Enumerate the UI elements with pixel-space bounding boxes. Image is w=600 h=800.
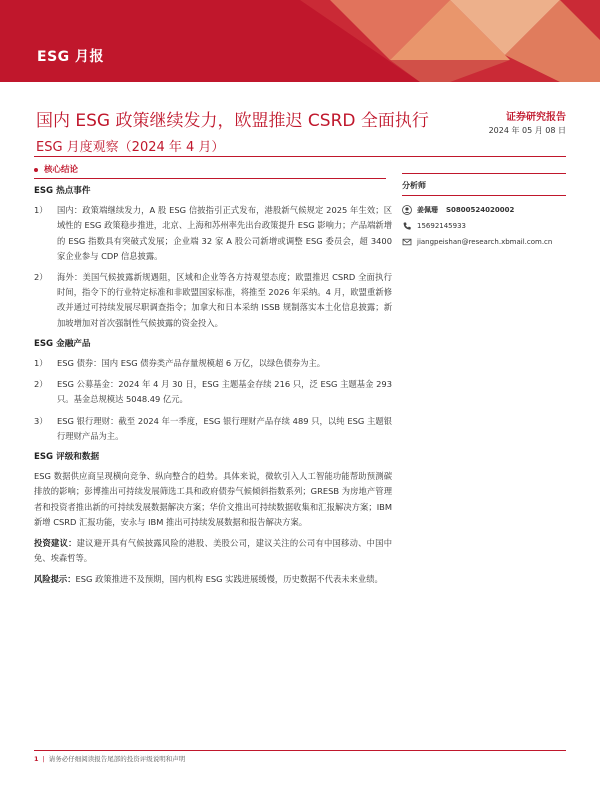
list-item [34,377,392,407]
phone-icon [402,221,412,231]
report-date: 2024 年 05 月 08 日 [488,126,566,135]
section-heading-fin: ESG 金融产品 [34,338,91,349]
advice-text: 建议避开具有气候披露风险的港股、美股公司，建议关注的公司有中国移动、中国中免、埃森哲等。 [34,538,392,564]
footer-disclaimer: 请务必仔细阅读报告尾部的投资评级说明和声明 [48,755,186,763]
list-item [34,203,392,264]
header-decoration [0,0,600,82]
page-number: 1 [34,755,39,763]
list-item [34,414,392,444]
risk-warning [34,572,392,587]
item-number: 1） [34,205,48,216]
analyst-name: 姜佩珊 [417,206,438,214]
analyst-name-row [402,202,572,218]
item-number: 2） [34,272,48,283]
header-band [0,0,600,82]
analyst-label: 分析师 [402,181,426,190]
main-content [34,184,392,594]
item-number: 1） [34,358,48,369]
item-text: 海外：美国气候披露新规遇阻，区域和企业等各方持观望态度；欧盟推迟 CSRD 全面执行时间，指令下的行业特定标准和非欧盟国家标准，将推至 2026 年采纳。4 月，欧盟重新修改并通过可持续发展尽职调查指令；加拿大和日本采纳 ISSB 规制落实本土化信息披露；新加坡增加对首次强制性气候披露的资金投入。 [57,272,392,328]
analyst-email-row [402,234,572,250]
risk-text: ESG 政策推进不及预期，国内机构 ESG 实践进展缓慢，历史数据不代表未来业绩。 [75,574,383,585]
footer-divider [34,750,566,751]
section-heading-hot: ESG 热点事件 [34,186,91,196]
rating-paragraph: ESG 数据供应商呈现横向竞争、纵向整合的趋势。具体来说，微软引入人工智能功能帮助预测碳排放的影响；彭博推出可持续发展筛选工具和政府债券气候倾斜指数系列；GRESB 为房地产管理者和投资者推出新的可持续发展数据解决方案；华价文推出可持续数据收集和汇报解决方案；IBM 新增 CSRD 汇报功能，安永与 IBM 推出可持续发展数据和报告解决方案。 [34,471,392,527]
item-text: ESG 银行理财：截至 2024 年一季度，ESG 银行理财产品存续 489 只，以纯 ESG 主题银行理财产品为主。 [57,415,392,441]
item-text: ESG 债券：国内 ESG 债券类产品存量规模超 6 万亿，以绿色债券为主。 [57,358,326,369]
sidebar-divider [402,195,566,196]
analyst-cert-number: S0800524020002 [446,206,515,214]
title-divider [34,156,566,157]
item-text: ESG 公募基金：2024 年 4 月 30 日，ESG 主题基金存续 216 只，泛 ESG 主题基金 293 只。基金总规模达 5048.49 亿元。 [57,379,392,405]
item-text: 国内：政策端继续发力，A 股 ESG 信披指引正式发布，港股新气候规定 2025 年生效；区域性的 ESG 政策稳步推进，北京、上海和苏州率先出台政策提升 ESG 影响力；产品端新增的 ESG 指数具有突破式发展；企业端 32 家 A 股公司新增或调整 ESG 委员会，超 3400 家企业参与 CDP 信息披露。 [57,205,392,261]
core-conclusion-label [34,163,78,175]
advice-label: 投资建议： [34,538,77,549]
report-title: 国内 ESG 政策继续发力，欧盟推迟 CSRD 全面执行 [36,111,429,131]
item-number: 3） [34,415,48,426]
core-divider [34,178,386,179]
core-label-text: 核心结论 [44,165,79,175]
bullet-icon [34,168,38,172]
report-subtitle: ESG 月度观察（2024 年 4 月） [36,140,225,155]
user-icon [402,205,412,215]
header-label: ESG 月报 [37,49,105,65]
item-number: 2） [34,379,48,390]
analyst-phone[interactable]: 15692145933 [417,222,466,230]
section-heading-rating: ESG 评级和数据 [34,452,100,463]
list-item [34,270,392,331]
investment-advice [34,536,392,566]
footer-separator: | [42,755,45,763]
risk-label: 风险提示： [34,574,76,585]
analyst-phone-row [402,218,572,234]
analyst-email[interactable]: jiangpeishan@research.xbmail.com.cn [417,238,553,246]
analyst-sidebar [402,173,572,250]
list-item [34,356,392,371]
page-footer [34,754,185,763]
email-icon [402,237,412,247]
report-type: 证券研究报告 [506,112,566,123]
sidebar-divider-top [402,173,566,174]
